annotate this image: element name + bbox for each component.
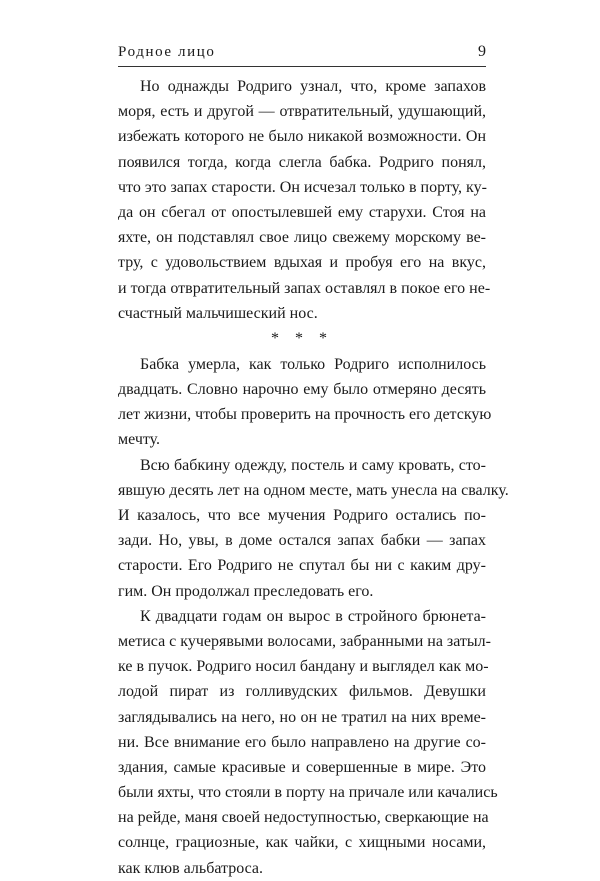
text-body [118,74,509,881]
text-line: солнце, грациозные, как чайки, с хищными носами, [118,834,486,852]
paragraph-3 [118,453,509,604]
text-line: как клюв альбатроса. [118,859,264,877]
text-line: Бабка умерла, как только Родриго исполнилось [140,355,486,373]
text-line: гим. Он продолжал преследовать его. [118,582,374,600]
text-line: были яхты, что стояли в порту на причале или качались [118,784,498,802]
text-line: счастный мальчишеский нос. [118,304,318,322]
text-line: Но однажды Родриго узнал, что, кроме запахов [140,78,486,95]
text-line: метиса с кучерявыми волосами, забранными на затыл- [118,632,491,650]
text-line: мечту. [118,431,161,449]
text-line: яхте, он подставлял свое лицо свежему морскому ве- [118,229,486,247]
text-line: лодой пират из голливудских фильмов. Девушки [118,683,486,701]
text-line: двадцать. Словно нарочно ему было отмеряно десять [118,381,486,399]
running-title: Родное лицо [118,44,216,60]
header-rule [118,66,486,67]
text-line: ни. Все внимание его было направлено на другие со- [118,733,486,751]
text-line: на рейде, маня своей недоступностью, сверкающие на [118,809,489,827]
text-line: явшую десять лет на одном месте, мать унесла на свалку. [118,481,509,499]
text-line: тру, с удовольствием вдыхая и пробуя его на вкус, [118,254,486,272]
text-line: и тогда отвратительный запах оставлял в покое его не- [118,279,491,297]
text-line: зади. Но, увы, в доме остался запах бабки — запах [118,532,486,550]
text-line: да он сбегал от опостылевшей ему старухи. Стоя на [118,203,486,221]
text-line: Всю бабкину одежду, постель и саму кровать, сто- [140,456,486,474]
paragraph-4 [118,604,498,881]
paragraph-2 [118,352,492,453]
page-number: 9 [478,43,486,60]
running-head [118,42,486,62]
text-line: И казалось, что все мучения Родриго остались по- [118,507,486,524]
text-line: моря, есть и другой — отвратительный, удушающий, [118,103,486,121]
text-line: избежать которого не было никакой возможности. Он [118,128,486,146]
section-separator: * * * [271,329,333,347]
text-line: заглядывались на него, но он не тратил на них време- [118,708,486,726]
text-line: здания, самые красивые и совершенные в мире. Это [118,758,486,776]
text-line: появился тогда, когда слегла бабка. Родриго понял, [118,153,486,171]
text-line: лет жизни, чтобы проверить на прочность его детскую [118,406,492,424]
paragraph-1 [118,74,491,326]
text-line: старости. Его Родриго не спутал бы ни с каким дру- [118,557,486,575]
text-line: что это запах старости. Он исчезал только в порту, ку- [118,178,487,196]
text-line: ке в пучок. Родриго носил бандану и выглядел как мо- [118,658,489,676]
text-line: К двадцати годам он вырос в стройного брюнета- [140,607,486,625]
